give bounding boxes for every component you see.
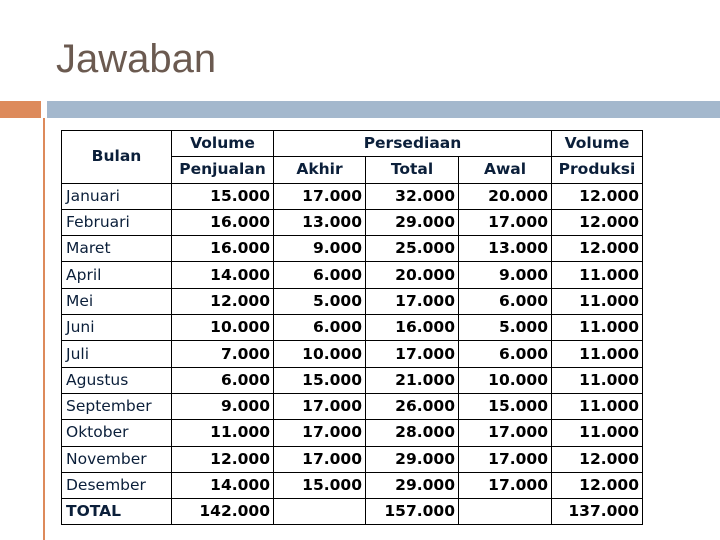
cell-awal: 6.000 <box>459 341 552 367</box>
cell-akhir: 10.000 <box>274 341 366 367</box>
cell-produksi: 11.000 <box>552 341 643 367</box>
header-row-1 <box>62 131 643 157</box>
total-awal <box>459 499 552 525</box>
cell-akhir: 13.000 <box>274 209 366 235</box>
table-header <box>62 131 643 184</box>
production-table <box>61 130 643 525</box>
cell-akhir: 15.000 <box>274 367 366 393</box>
cell-produksi: 11.000 <box>552 262 643 288</box>
cell-penjualan: 7.000 <box>172 341 274 367</box>
total-produksi: 137.000 <box>552 499 643 525</box>
table-row <box>62 420 643 446</box>
cell-month: Maret <box>62 236 172 262</box>
cell-month: Juli <box>62 341 172 367</box>
header-volume-penjualan-bottom: Penjualan <box>172 157 274 183</box>
cell-akhir: 15.000 <box>274 472 366 498</box>
accent-bar-orange <box>0 101 41 118</box>
cell-month: Agustus <box>62 367 172 393</box>
cell-akhir: 17.000 <box>274 420 366 446</box>
cell-awal: 17.000 <box>459 472 552 498</box>
total-label: TOTAL <box>62 499 172 525</box>
cell-total: 29.000 <box>366 209 459 235</box>
cell-penjualan: 16.000 <box>172 236 274 262</box>
cell-total: 28.000 <box>366 420 459 446</box>
cell-produksi: 11.000 <box>552 393 643 419</box>
cell-akhir: 9.000 <box>274 236 366 262</box>
cell-total: 26.000 <box>366 393 459 419</box>
table-body <box>62 183 643 525</box>
table-row <box>62 262 643 288</box>
table-row <box>62 341 643 367</box>
slide-title: Jawaban <box>56 37 217 81</box>
cell-total: 29.000 <box>366 472 459 498</box>
cell-akhir: 6.000 <box>274 262 366 288</box>
cell-month: Juni <box>62 315 172 341</box>
cell-awal: 20.000 <box>459 183 552 209</box>
header-awal: Awal <box>459 157 552 183</box>
cell-produksi: 12.000 <box>552 183 643 209</box>
cell-penjualan: 9.000 <box>172 393 274 419</box>
accent-vertical-line <box>43 118 45 540</box>
cell-total: 17.000 <box>366 341 459 367</box>
cell-akhir: 6.000 <box>274 315 366 341</box>
table-row <box>62 393 643 419</box>
cell-penjualan: 12.000 <box>172 446 274 472</box>
cell-month: Mei <box>62 288 172 314</box>
cell-produksi: 11.000 <box>552 315 643 341</box>
header-total: Total <box>366 157 459 183</box>
total-total: 157.000 <box>366 499 459 525</box>
table-row <box>62 209 643 235</box>
cell-total: 21.000 <box>366 367 459 393</box>
cell-produksi: 11.000 <box>552 420 643 446</box>
header-persediaan: Persediaan <box>274 131 552 157</box>
header-volume-produksi-top: Volume <box>552 131 643 157</box>
cell-akhir: 5.000 <box>274 288 366 314</box>
header-bulan: Bulan <box>62 131 172 184</box>
cell-produksi: 12.000 <box>552 236 643 262</box>
cell-awal: 10.000 <box>459 367 552 393</box>
cell-awal: 17.000 <box>459 446 552 472</box>
table-row <box>62 446 643 472</box>
cell-penjualan: 11.000 <box>172 420 274 446</box>
cell-produksi: 12.000 <box>552 446 643 472</box>
cell-penjualan: 14.000 <box>172 472 274 498</box>
total-akhir <box>274 499 366 525</box>
cell-awal: 9.000 <box>459 262 552 288</box>
cell-awal: 15.000 <box>459 393 552 419</box>
cell-awal: 13.000 <box>459 236 552 262</box>
cell-total: 29.000 <box>366 446 459 472</box>
cell-akhir: 17.000 <box>274 183 366 209</box>
header-volume-penjualan-top: Volume <box>172 131 274 157</box>
cell-akhir: 17.000 <box>274 393 366 419</box>
cell-month: April <box>62 262 172 288</box>
cell-penjualan: 10.000 <box>172 315 274 341</box>
table-row <box>62 315 643 341</box>
cell-month: Januari <box>62 183 172 209</box>
cell-akhir: 17.000 <box>274 446 366 472</box>
cell-total: 17.000 <box>366 288 459 314</box>
cell-month: Desember <box>62 472 172 498</box>
header-volume-produksi-bottom: Produksi <box>552 157 643 183</box>
cell-total: 32.000 <box>366 183 459 209</box>
table-row <box>62 183 643 209</box>
cell-penjualan: 15.000 <box>172 183 274 209</box>
cell-penjualan: 16.000 <box>172 209 274 235</box>
cell-month: Oktober <box>62 420 172 446</box>
cell-month: Februari <box>62 209 172 235</box>
total-row <box>62 499 643 525</box>
table-row <box>62 472 643 498</box>
cell-awal: 5.000 <box>459 315 552 341</box>
cell-awal: 6.000 <box>459 288 552 314</box>
cell-total: 16.000 <box>366 315 459 341</box>
cell-produksi: 12.000 <box>552 209 643 235</box>
table-row <box>62 367 643 393</box>
cell-penjualan: 12.000 <box>172 288 274 314</box>
cell-month: November <box>62 446 172 472</box>
cell-produksi: 11.000 <box>552 367 643 393</box>
cell-produksi: 11.000 <box>552 288 643 314</box>
cell-produksi: 12.000 <box>552 472 643 498</box>
cell-awal: 17.000 <box>459 420 552 446</box>
cell-month: September <box>62 393 172 419</box>
table-row <box>62 288 643 314</box>
cell-total: 25.000 <box>366 236 459 262</box>
cell-total: 20.000 <box>366 262 459 288</box>
cell-penjualan: 14.000 <box>172 262 274 288</box>
cell-awal: 17.000 <box>459 209 552 235</box>
accent-bar-blue <box>47 101 720 118</box>
header-akhir: Akhir <box>274 157 366 183</box>
total-penjualan: 142.000 <box>172 499 274 525</box>
table-row <box>62 236 643 262</box>
cell-penjualan: 6.000 <box>172 367 274 393</box>
